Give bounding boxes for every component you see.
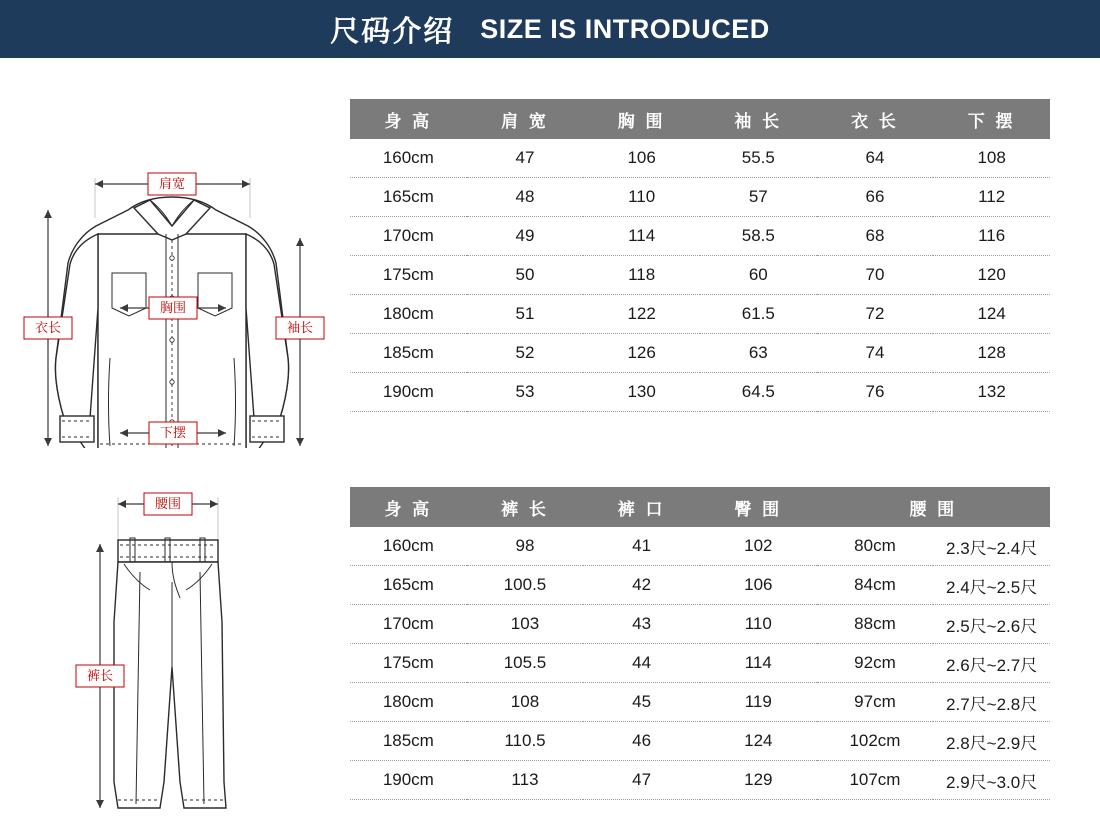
table-cell: 60 — [700, 256, 817, 295]
table-cell: 124 — [700, 722, 817, 761]
shirt-dim-shoulder: 肩宽 — [158, 176, 186, 191]
table-cell: 120 — [933, 256, 1050, 295]
table-cell: 118 — [583, 256, 700, 295]
table-cell: 113 — [467, 761, 584, 800]
table-cell: 185cm — [350, 334, 467, 373]
shirt-table-column — [345, 58, 1090, 448]
table-cell: 185cm — [350, 722, 467, 761]
table-cell: 58.5 — [700, 217, 817, 256]
table-cell: 52 — [467, 334, 584, 373]
shirt-size-table — [350, 99, 1050, 412]
table-cell: 66 — [817, 178, 934, 217]
table-cell: 108 — [467, 683, 584, 722]
table-row — [350, 761, 1050, 800]
table-cell: 106 — [583, 139, 700, 178]
table-cell: 2.8尺~2.9尺 — [933, 722, 1050, 761]
table-cell: 53 — [467, 373, 584, 412]
table-cell: 74 — [817, 334, 934, 373]
table-cell: 114 — [700, 644, 817, 683]
table-cell: 2.5尺~2.6尺 — [933, 605, 1050, 644]
table-cell: 48 — [467, 178, 584, 217]
table-cell: 72 — [817, 295, 934, 334]
table-cell: 107cm — [817, 761, 934, 800]
table-cell: 105.5 — [467, 644, 584, 683]
table-row — [350, 683, 1050, 722]
table-cell: 61.5 — [700, 295, 817, 334]
table-cell: 57 — [700, 178, 817, 217]
table-cell: 92cm — [817, 644, 934, 683]
table-cell: 175cm — [350, 256, 467, 295]
table-cell: 110.5 — [467, 722, 584, 761]
column-header: 下 摆 — [933, 99, 1050, 139]
table-row — [350, 256, 1050, 295]
pants-dim-length: 裤长 — [86, 668, 114, 683]
table-cell: 165cm — [350, 178, 467, 217]
table-cell: 44 — [583, 644, 700, 683]
table-cell: 55.5 — [700, 139, 817, 178]
table-cell: 126 — [583, 334, 700, 373]
table-cell: 88cm — [817, 605, 934, 644]
pants-table-column — [345, 452, 1090, 837]
table-cell: 68 — [817, 217, 934, 256]
shirt-dim-sleeve: 袖长 — [286, 320, 314, 335]
table-row — [350, 295, 1050, 334]
table-row — [350, 605, 1050, 644]
pants-dim-waist: 腰围 — [154, 496, 182, 511]
table-cell: 102 — [700, 527, 817, 566]
table-cell: 84cm — [817, 566, 934, 605]
table-cell: 42 — [583, 566, 700, 605]
table-cell: 47 — [583, 761, 700, 800]
shirt-dim-hem: 下摆 — [159, 425, 187, 440]
table-row — [350, 334, 1050, 373]
table-row — [350, 644, 1050, 683]
table-cell: 2.9尺~3.0尺 — [933, 761, 1050, 800]
table-cell: 190cm — [350, 761, 467, 800]
table-cell: 80cm — [817, 527, 934, 566]
table-cell: 2.3尺~2.4尺 — [933, 527, 1050, 566]
column-header: 裤 长 — [467, 487, 584, 527]
column-header: 身 高 — [350, 99, 467, 139]
column-header: 袖 长 — [700, 99, 817, 139]
table-row — [350, 566, 1050, 605]
table-cell: 122 — [583, 295, 700, 334]
shirt-dim-length: 衣长 — [34, 320, 62, 335]
table-row — [350, 373, 1050, 412]
column-header: 腰 围 — [817, 487, 1050, 527]
table-cell: 64 — [817, 139, 934, 178]
table-cell: 64.5 — [700, 373, 817, 412]
column-header: 臀 围 — [700, 487, 817, 527]
pants-size-table — [350, 487, 1050, 800]
table-cell: 110 — [700, 605, 817, 644]
table-cell: 50 — [467, 256, 584, 295]
table-cell: 47 — [467, 139, 584, 178]
table-cell: 165cm — [350, 566, 467, 605]
table-cell: 170cm — [350, 217, 467, 256]
table-cell: 2.6尺~2.7尺 — [933, 644, 1050, 683]
table-cell: 103 — [467, 605, 584, 644]
pants-figure-column — [0, 452, 345, 837]
page-title-cn: 尺码介绍 — [330, 15, 455, 48]
table-cell: 41 — [583, 527, 700, 566]
column-header: 胸 围 — [583, 99, 700, 139]
shirt-diagram — [0, 58, 345, 448]
table-row — [350, 217, 1050, 256]
table-cell: 2.4尺~2.5尺 — [933, 566, 1050, 605]
table-cell: 124 — [933, 295, 1050, 334]
page-header — [0, 0, 1100, 58]
table-cell: 112 — [933, 178, 1050, 217]
table-cell: 102cm — [817, 722, 934, 761]
table-cell: 49 — [467, 217, 584, 256]
table-cell: 114 — [583, 217, 700, 256]
table-cell: 170cm — [350, 605, 467, 644]
table-row — [350, 722, 1050, 761]
table-cell: 70 — [817, 256, 934, 295]
table-cell: 132 — [933, 373, 1050, 412]
table-cell: 190cm — [350, 373, 467, 412]
table-cell: 43 — [583, 605, 700, 644]
table-cell: 2.7尺~2.8尺 — [933, 683, 1050, 722]
table-cell: 108 — [933, 139, 1050, 178]
table-cell: 175cm — [350, 644, 467, 683]
table-cell: 97cm — [817, 683, 934, 722]
table-cell: 98 — [467, 527, 584, 566]
table-cell: 128 — [933, 334, 1050, 373]
table-header-row — [350, 99, 1050, 139]
shirt-figure-column — [0, 58, 345, 448]
column-header: 衣 长 — [817, 99, 934, 139]
table-header-row — [350, 487, 1050, 527]
table-cell: 180cm — [350, 295, 467, 334]
shirt-dim-chest: 胸围 — [159, 300, 187, 315]
shirt-section — [0, 58, 1100, 448]
table-cell: 180cm — [350, 683, 467, 722]
table-cell: 116 — [933, 217, 1050, 256]
table-row — [350, 178, 1050, 217]
table-cell: 76 — [817, 373, 934, 412]
column-header: 肩 宽 — [467, 99, 584, 139]
pants-diagram — [0, 452, 345, 837]
table-row — [350, 139, 1050, 178]
table-cell: 100.5 — [467, 566, 584, 605]
column-header: 裤 口 — [583, 487, 700, 527]
table-cell: 110 — [583, 178, 700, 217]
pants-section — [0, 452, 1100, 837]
table-cell: 45 — [583, 683, 700, 722]
table-cell: 63 — [700, 334, 817, 373]
table-cell: 119 — [700, 683, 817, 722]
table-cell: 46 — [583, 722, 700, 761]
table-cell: 160cm — [350, 139, 467, 178]
page-title-en: SIZE IS INTRODUCED — [480, 13, 770, 44]
table-cell: 129 — [700, 761, 817, 800]
table-cell: 51 — [467, 295, 584, 334]
table-cell: 160cm — [350, 527, 467, 566]
table-cell: 130 — [583, 373, 700, 412]
table-cell: 106 — [700, 566, 817, 605]
table-row — [350, 527, 1050, 566]
column-header: 身 高 — [350, 487, 467, 527]
